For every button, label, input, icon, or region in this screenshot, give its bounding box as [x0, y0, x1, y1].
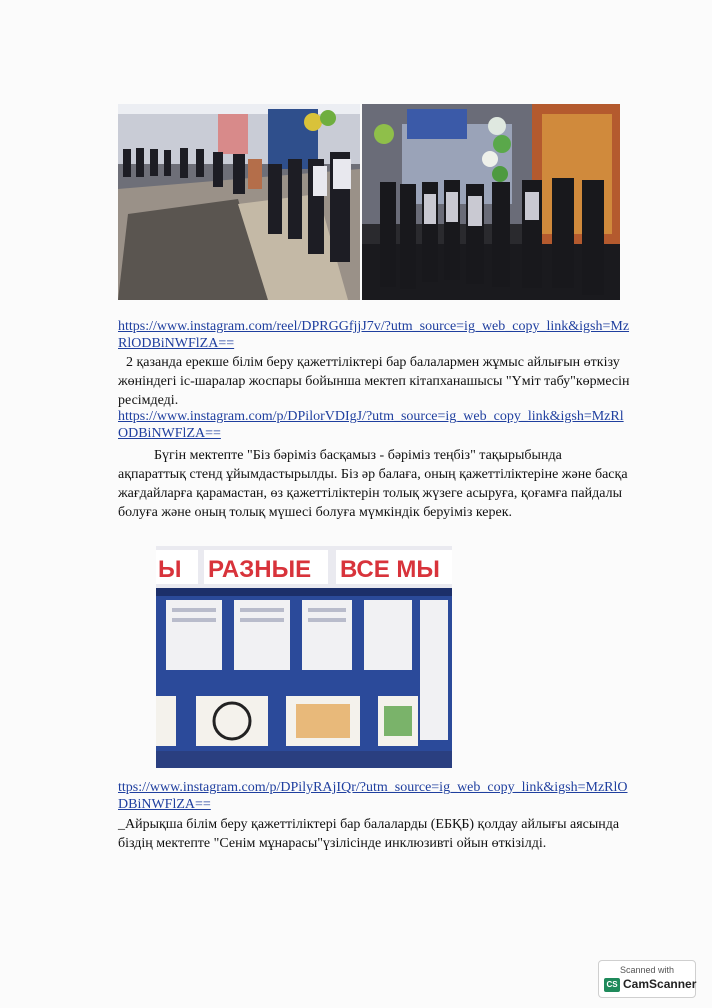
instagram-link-post-2[interactable]: ttps://www.instagram.com/p/DPilyRAjIQr/?utm_source=ig_web_copy_link&igsh=MzRlODBiNWFlZA== — [118, 780, 628, 812]
photo-wall-image — [362, 104, 620, 300]
banner-mid-text: РАЗНЫЕ — [208, 556, 312, 583]
badge-caption: Scanned with — [619, 965, 675, 975]
photo-decorated-wall — [362, 104, 620, 300]
paragraph-inclusive-game: _Айрықша білім беру қажеттіліктері бар балаларды (ЕБҚБ) қолдау айлығы аясында біздің мектепте "Сенім мұнарасы"үзілісінде инклюзивті ойын өткізілді. — [118, 817, 620, 851]
paragraph-info-stand: Бүгін мектепте "Біз бәріміз басқамыз - бәріміз теңбіз" тақырыбында ақпараттық стенд ұйымдастырылды. Біз әр балаға, оның қажеттіліктеріне және басқа жағдайларға қарамастан, өз қажеттіліктерін толық жүзеге асыруға, қоғамға пайдалы болуға және оның толық мүшесі болуға мүмкіндік беруіміз керек. — [118, 448, 628, 520]
photo-info-stand — [156, 546, 452, 768]
photo-hallway-students — [118, 104, 360, 300]
photo-hallway-image — [118, 104, 360, 300]
banner-right-text: ВСЕ МЫ — [340, 556, 440, 583]
instagram-link-reel[interactable]: https://www.instagram.com/reel/DPRGGfjjJ7v/?utm_source=ig_web_copy_link&igsh=MzRlODBiNWFlZA== — [118, 319, 630, 351]
paragraph-library-exhibition: 2 қазанда ерекше білім беру қажеттіліктері бар балалармен жұмыс айлығын өткізу жөніндегі іс-шаралар жоспары бойынша мектеп кітапханашысы "Үміт табу"көрмесін ресімдеді. — [118, 355, 630, 408]
camscanner-badge — [598, 960, 696, 998]
badge-brand: CamScanner — [623, 977, 697, 991]
banner-left-text: Ы — [158, 556, 182, 583]
camscanner-logo-icon: CS — [604, 978, 620, 992]
photo-stand-image — [156, 546, 452, 768]
instagram-link-post-1[interactable]: https://www.instagram.com/p/DPilorVDIgJ/?utm_source=ig_web_copy_link&igsh=MzRlODBiNWFlZA== — [118, 409, 624, 441]
